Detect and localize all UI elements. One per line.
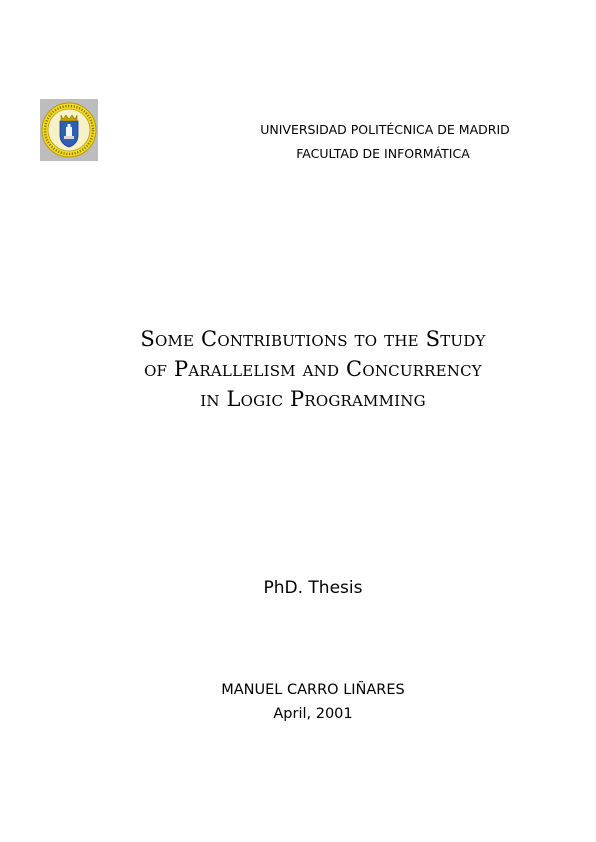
university-name: UNIVERSIDAD POLITÉCNICA DE MADRID xyxy=(260,122,510,137)
title-line-3: in Logic Programming xyxy=(200,387,426,411)
author-name: MANUEL CARRO LIÑARES xyxy=(221,682,405,698)
title-line-2: of Parallelism and Concurrency xyxy=(144,357,482,381)
degree-type: PhD. Thesis xyxy=(263,578,363,598)
university-seal-icon xyxy=(40,99,98,161)
submission-date: April, 2001 xyxy=(273,706,353,722)
thesis-title xyxy=(60,324,566,414)
faculty-name: FACULTAD DE INFORMÁTICA xyxy=(296,146,470,161)
title-line-1: Some Contributions to the Study xyxy=(140,327,486,351)
